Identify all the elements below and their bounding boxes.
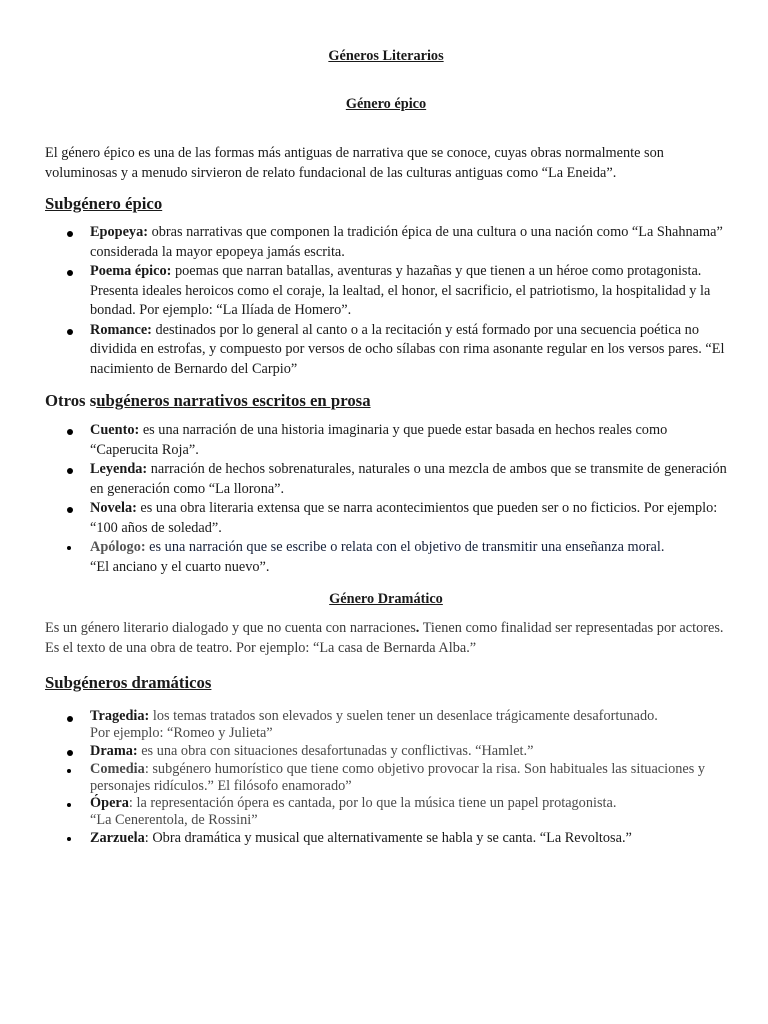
- term-description: : Obra dramática y musical que alternativamente se habla y se canta. “La Revoltosa.”: [144, 830, 632, 846]
- intro-part-b: Tienen como finalidad ser representadas por actores. Es el texto de una obra de teatro. Por ejemplo: “La casa de Bernarda Alba.”: [45, 620, 724, 656]
- document-title: Géneros Literarios: [328, 48, 444, 64]
- term-label: Zarzuela: [90, 830, 145, 846]
- intro-part-a: Es un género literario dialogado y que no cuenta con narraciones: [45, 620, 416, 636]
- list-item-cuento: [45, 421, 727, 460]
- term-description: es una narración de una historia imaginaria y que puede estar basada en hechos reales como “Caperucita Roja”.: [90, 422, 668, 458]
- dramatic-genre-heading: Género Dramático: [329, 591, 443, 607]
- list-item-leyenda: [45, 460, 727, 499]
- term-label: Drama:: [90, 743, 138, 759]
- list-item-romance: [45, 321, 727, 380]
- term-label: Ópera: [90, 795, 129, 811]
- heading-prefix: Otros s: [45, 391, 97, 410]
- list-item-novela: [45, 499, 727, 538]
- prose-subgenre-list: [45, 421, 727, 577]
- term-label: Poema épico:: [90, 263, 172, 279]
- list-item-tragedia: [45, 708, 727, 742]
- list-item-comedia: [45, 761, 727, 795]
- term-label: Leyenda:: [90, 461, 148, 477]
- epic-intro-paragraph: El género épico es una de las formas más antiguas de narrativa que se conoce, cuyas obras normalmente son voluminosas y a menudo sirvieron de relato fundacional de las culturas antiguas como “La Eneida”.: [45, 145, 664, 181]
- term-description: es una obra literaria extensa que se narra acontecimientos que pueden ser o no ficticios. Por ejemplo: “100 años de soledad”.: [90, 500, 718, 536]
- term-description: los temas tratados son elevados y suelen tener un desenlace trágicamente desafortunado.: [149, 708, 658, 724]
- term-description: es una narración que se escribe o relata con el objetivo de transmitir una enseñanza moral.: [145, 539, 665, 555]
- epic-genre-heading: Género épico: [345, 96, 427, 112]
- term-example: “El anciano y el cuarto nuevo”.: [90, 558, 270, 575]
- epic-subgenre-list: [45, 223, 727, 379]
- term-example: “La Cenerentola, de Rossini”: [90, 812, 258, 828]
- term-label: Apólogo:: [90, 539, 146, 555]
- list-item-poema-epico: [45, 262, 727, 321]
- dramatic-subgenre-list: [45, 708, 727, 848]
- term-label: Epopeya:: [90, 224, 148, 240]
- list-item-apologo: [45, 538, 727, 577]
- term-description: destinados por lo general al canto o a la recitación y está formado por una secuencia poética no dividida en estrofas, y compuesto por versos de ocho sílabas con rima asonante regular en los versos pares. “El nacimiento de Bernardo del Carpio”: [90, 321, 725, 377]
- term-description: es una obra con situaciones desafortunadas y conflictivas. “Hamlet.”: [137, 743, 534, 759]
- term-label: Comedia: [90, 761, 145, 777]
- term-label: Cuento:: [90, 422, 140, 438]
- heading-rest: ubgéneros narrativos escritos en prosa: [96, 391, 371, 410]
- intro-period: .: [415, 620, 420, 636]
- list-item-opera: [45, 795, 727, 829]
- epic-subgenre-heading: Subgénero épico: [45, 194, 163, 213]
- term-label: Tragedia:: [90, 708, 150, 724]
- prose-subgenre-heading: [45, 391, 371, 411]
- list-item-zarzuela: [45, 829, 727, 848]
- term-label: Romance:: [90, 321, 152, 338]
- list-item-drama: [45, 742, 727, 761]
- term-description: : subgénero humorístico que tiene como objetivo provocar la risa. Son habituales las situaciones y personajes ridículos.” El filósofo enamorado”: [90, 761, 706, 794]
- term-description: : la representación ópera es cantada, por lo que la música tiene un papel protagonista.: [128, 795, 617, 811]
- term-example: Por ejemplo: “Romeo y Julieta”: [90, 725, 273, 741]
- term-description: narración de hechos sobrenaturales, naturales o una mezcla de ambos que se transmite de generación en generación como “La llorona”.: [90, 461, 727, 497]
- dramatic-intro-paragraph: [45, 619, 725, 658]
- dramatic-subgenre-heading: Subgéneros dramáticos: [45, 673, 212, 692]
- list-item-epopeya: [45, 223, 727, 262]
- term-description: poemas que narran batallas, aventuras y hazañas y que tienen a un héroe como protagonista. Presenta ideales heroicos como el coraje, la lealtad, el honor, el sacrificio, el patriotismo, la hospitalidad y la bondad. Por ejemplo: “La Ilíada de Homero”.: [90, 263, 711, 318]
- term-label: Novela:: [90, 500, 137, 516]
- term-description: obras narrativas que componen la tradición épica de una cultura o una nación como “La Shahnama” considerada la mayor epopeya jamás escrita.: [90, 224, 723, 260]
